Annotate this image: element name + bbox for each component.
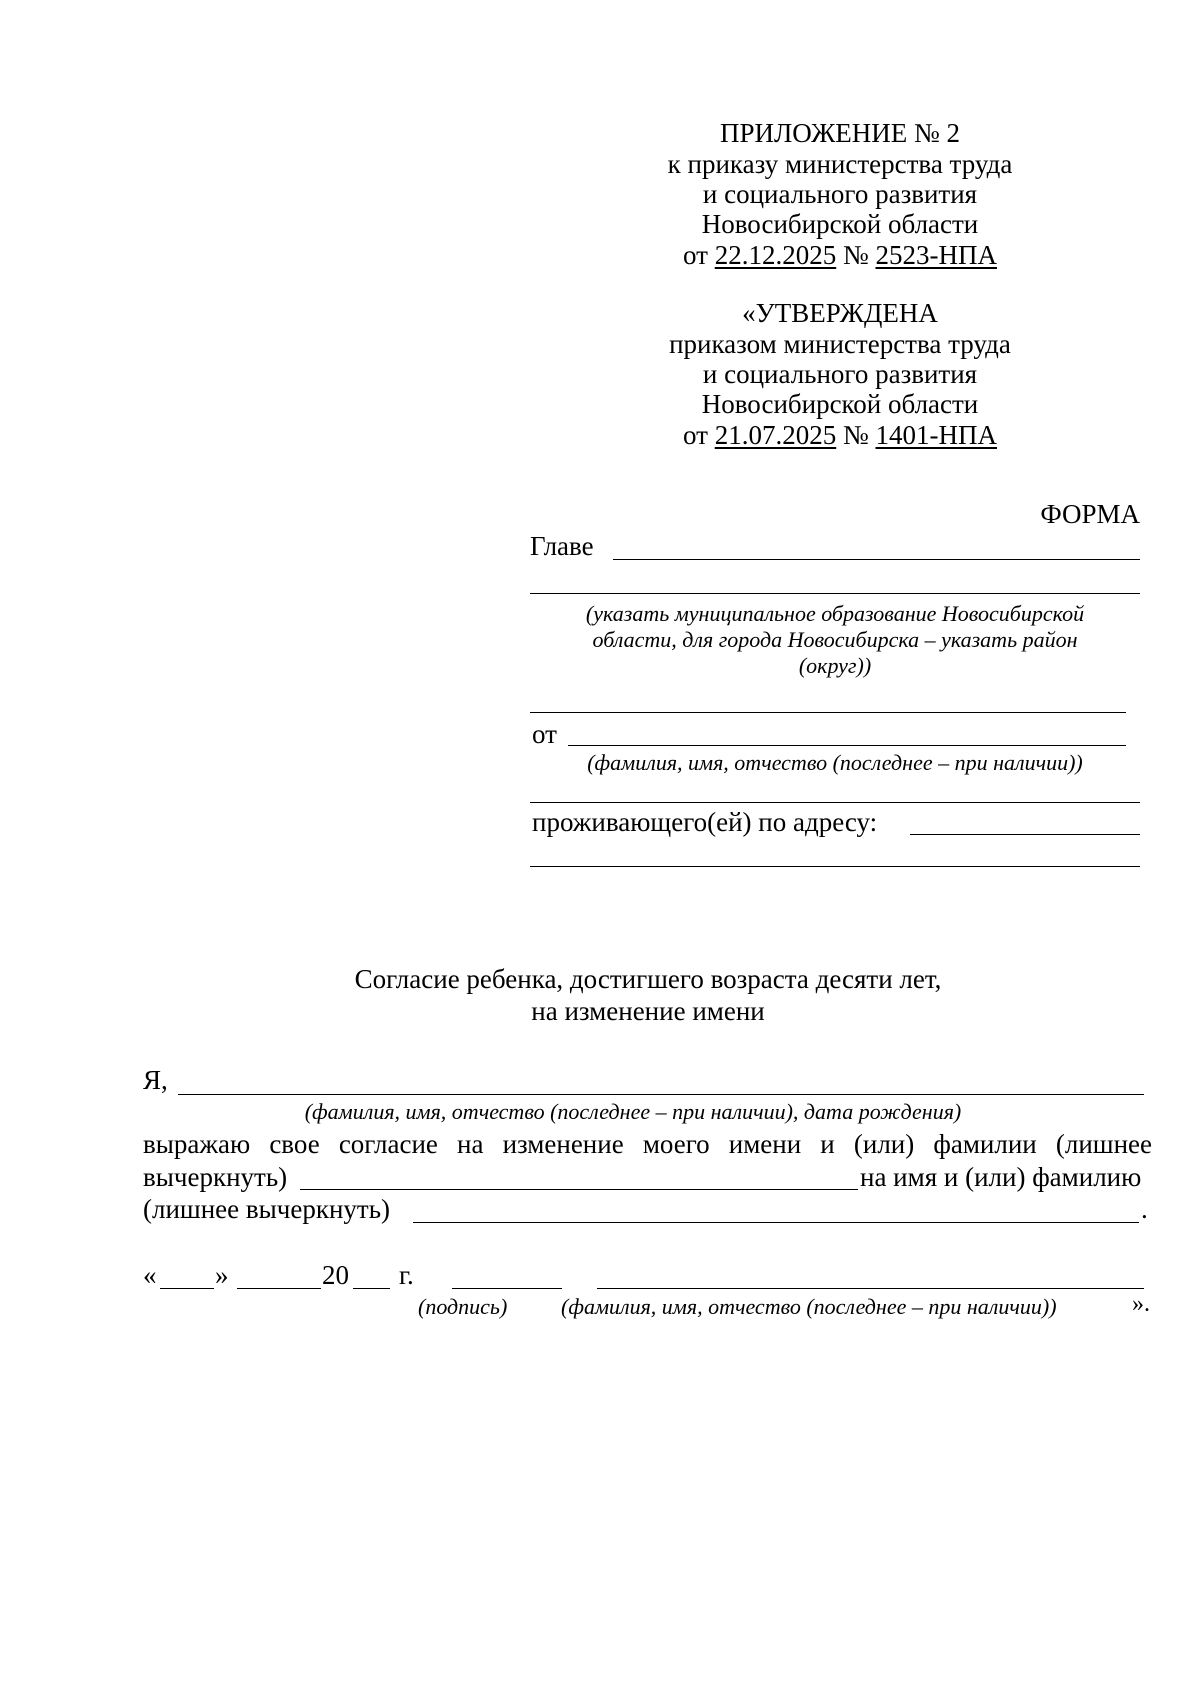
appendix-date-prefix: от: [683, 240, 708, 270]
consent-word: (лишнее: [1055, 1129, 1152, 1159]
municipality-line[interactable]: [530, 712, 1126, 713]
applicant-fio-hint: (фамилия, имя, отчество (последнее – при наличии)): [587, 750, 1083, 775]
head-label: Главе: [530, 531, 594, 561]
signature-hint: (подпись): [418, 1294, 508, 1319]
to-name-label: на имя и (или) фамилию: [860, 1162, 1142, 1192]
approved-date: 21.07.2025: [714, 420, 837, 450]
approved-line-3: Новосибирской области: [701, 389, 979, 419]
day-line[interactable]: [160, 1288, 214, 1289]
child-name-line[interactable]: [178, 1094, 1144, 1095]
date-quote-close: »: [215, 1260, 229, 1290]
strike-label-1: вычеркнуть): [143, 1162, 288, 1192]
consent-word: моего: [642, 1129, 710, 1159]
old-name-line[interactable]: [300, 1189, 858, 1190]
document-title-line-2: на изменение имени: [531, 996, 765, 1026]
from-label: от: [532, 719, 557, 749]
year-line[interactable]: [353, 1288, 390, 1289]
century-label: 20: [322, 1260, 349, 1290]
consent-word: имени: [728, 1129, 802, 1159]
consent-word: и: [820, 1129, 835, 1159]
consent-word: свое: [269, 1129, 320, 1159]
strike-label-2: (лишнее вычеркнуть): [143, 1194, 390, 1224]
address-line-2[interactable]: [530, 866, 1140, 867]
consent-line: [143, 1128, 1152, 1160]
municipality-hint-2: области, для города Новосибирска – указать район: [592, 627, 1078, 652]
appendix-number: 2523-НПА: [875, 240, 997, 270]
applicant-name-line[interactable]: [568, 745, 1126, 746]
appendix-date: 22.12.2025: [714, 240, 837, 270]
consent-word: (или): [853, 1129, 915, 1159]
i-label: Я,: [143, 1065, 168, 1095]
new-name-line[interactable]: [413, 1222, 1139, 1223]
child-fio-hint: (фамилия, имя, отчество (последнее – при наличии), дата рождения): [304, 1099, 962, 1124]
signer-fio-hint: (фамилия, имя, отчество (последнее – при наличии)): [561, 1294, 1057, 1319]
approved-date-line: [560, 419, 1120, 451]
head-name-line[interactable]: [613, 559, 1140, 560]
form-label: ФОРМА: [1040, 499, 1140, 529]
address-line[interactable]: [910, 834, 1140, 835]
appendix-line-3: Новосибирской области: [701, 209, 979, 239]
approved-title: «УТВЕРЖДЕНА: [742, 298, 938, 328]
signer-name-line[interactable]: [597, 1288, 1144, 1289]
consent-word: на: [457, 1129, 484, 1159]
approved-number-sign: №: [842, 420, 869, 450]
approved-line-1: приказом министерства труда: [669, 329, 1011, 359]
consent-word: согласие: [338, 1129, 438, 1159]
date-quote-open: «: [143, 1260, 157, 1290]
applicant-name-line-2[interactable]: [530, 802, 1140, 803]
closing-quote: ».: [1132, 1291, 1150, 1317]
appendix-line-2: и социального развития: [702, 179, 978, 209]
approved-line-2: и социального развития: [702, 359, 978, 389]
appendix-number-sign: №: [842, 240, 869, 270]
municipality-hint-3: (округ)): [798, 653, 872, 678]
month-line[interactable]: [237, 1288, 321, 1289]
approved-date-prefix: от: [683, 420, 708, 450]
signature-line[interactable]: [452, 1288, 562, 1289]
body-period: .: [1141, 1194, 1148, 1224]
municipality-hint-1: (указать муниципальное образование Новосибирской: [585, 601, 1085, 626]
appendix-date-line: [560, 239, 1120, 271]
appendix-line-1: к приказу министерства труда: [667, 149, 1013, 179]
head-name-line-2[interactable]: [530, 593, 1140, 594]
consent-word: выражаю: [143, 1129, 251, 1159]
address-label: проживающего(ей) по адресу:: [532, 807, 878, 837]
document-title-line-1: Согласие ребенка, достигшего возраста десяти лет,: [354, 964, 942, 994]
year-suffix: г.: [399, 1260, 414, 1290]
consent-word: изменение: [502, 1129, 624, 1159]
consent-word: фамилии: [933, 1129, 1037, 1159]
approved-number: 1401-НПА: [875, 420, 997, 450]
appendix-title: ПРИЛОЖЕНИЕ № 2: [719, 118, 961, 148]
